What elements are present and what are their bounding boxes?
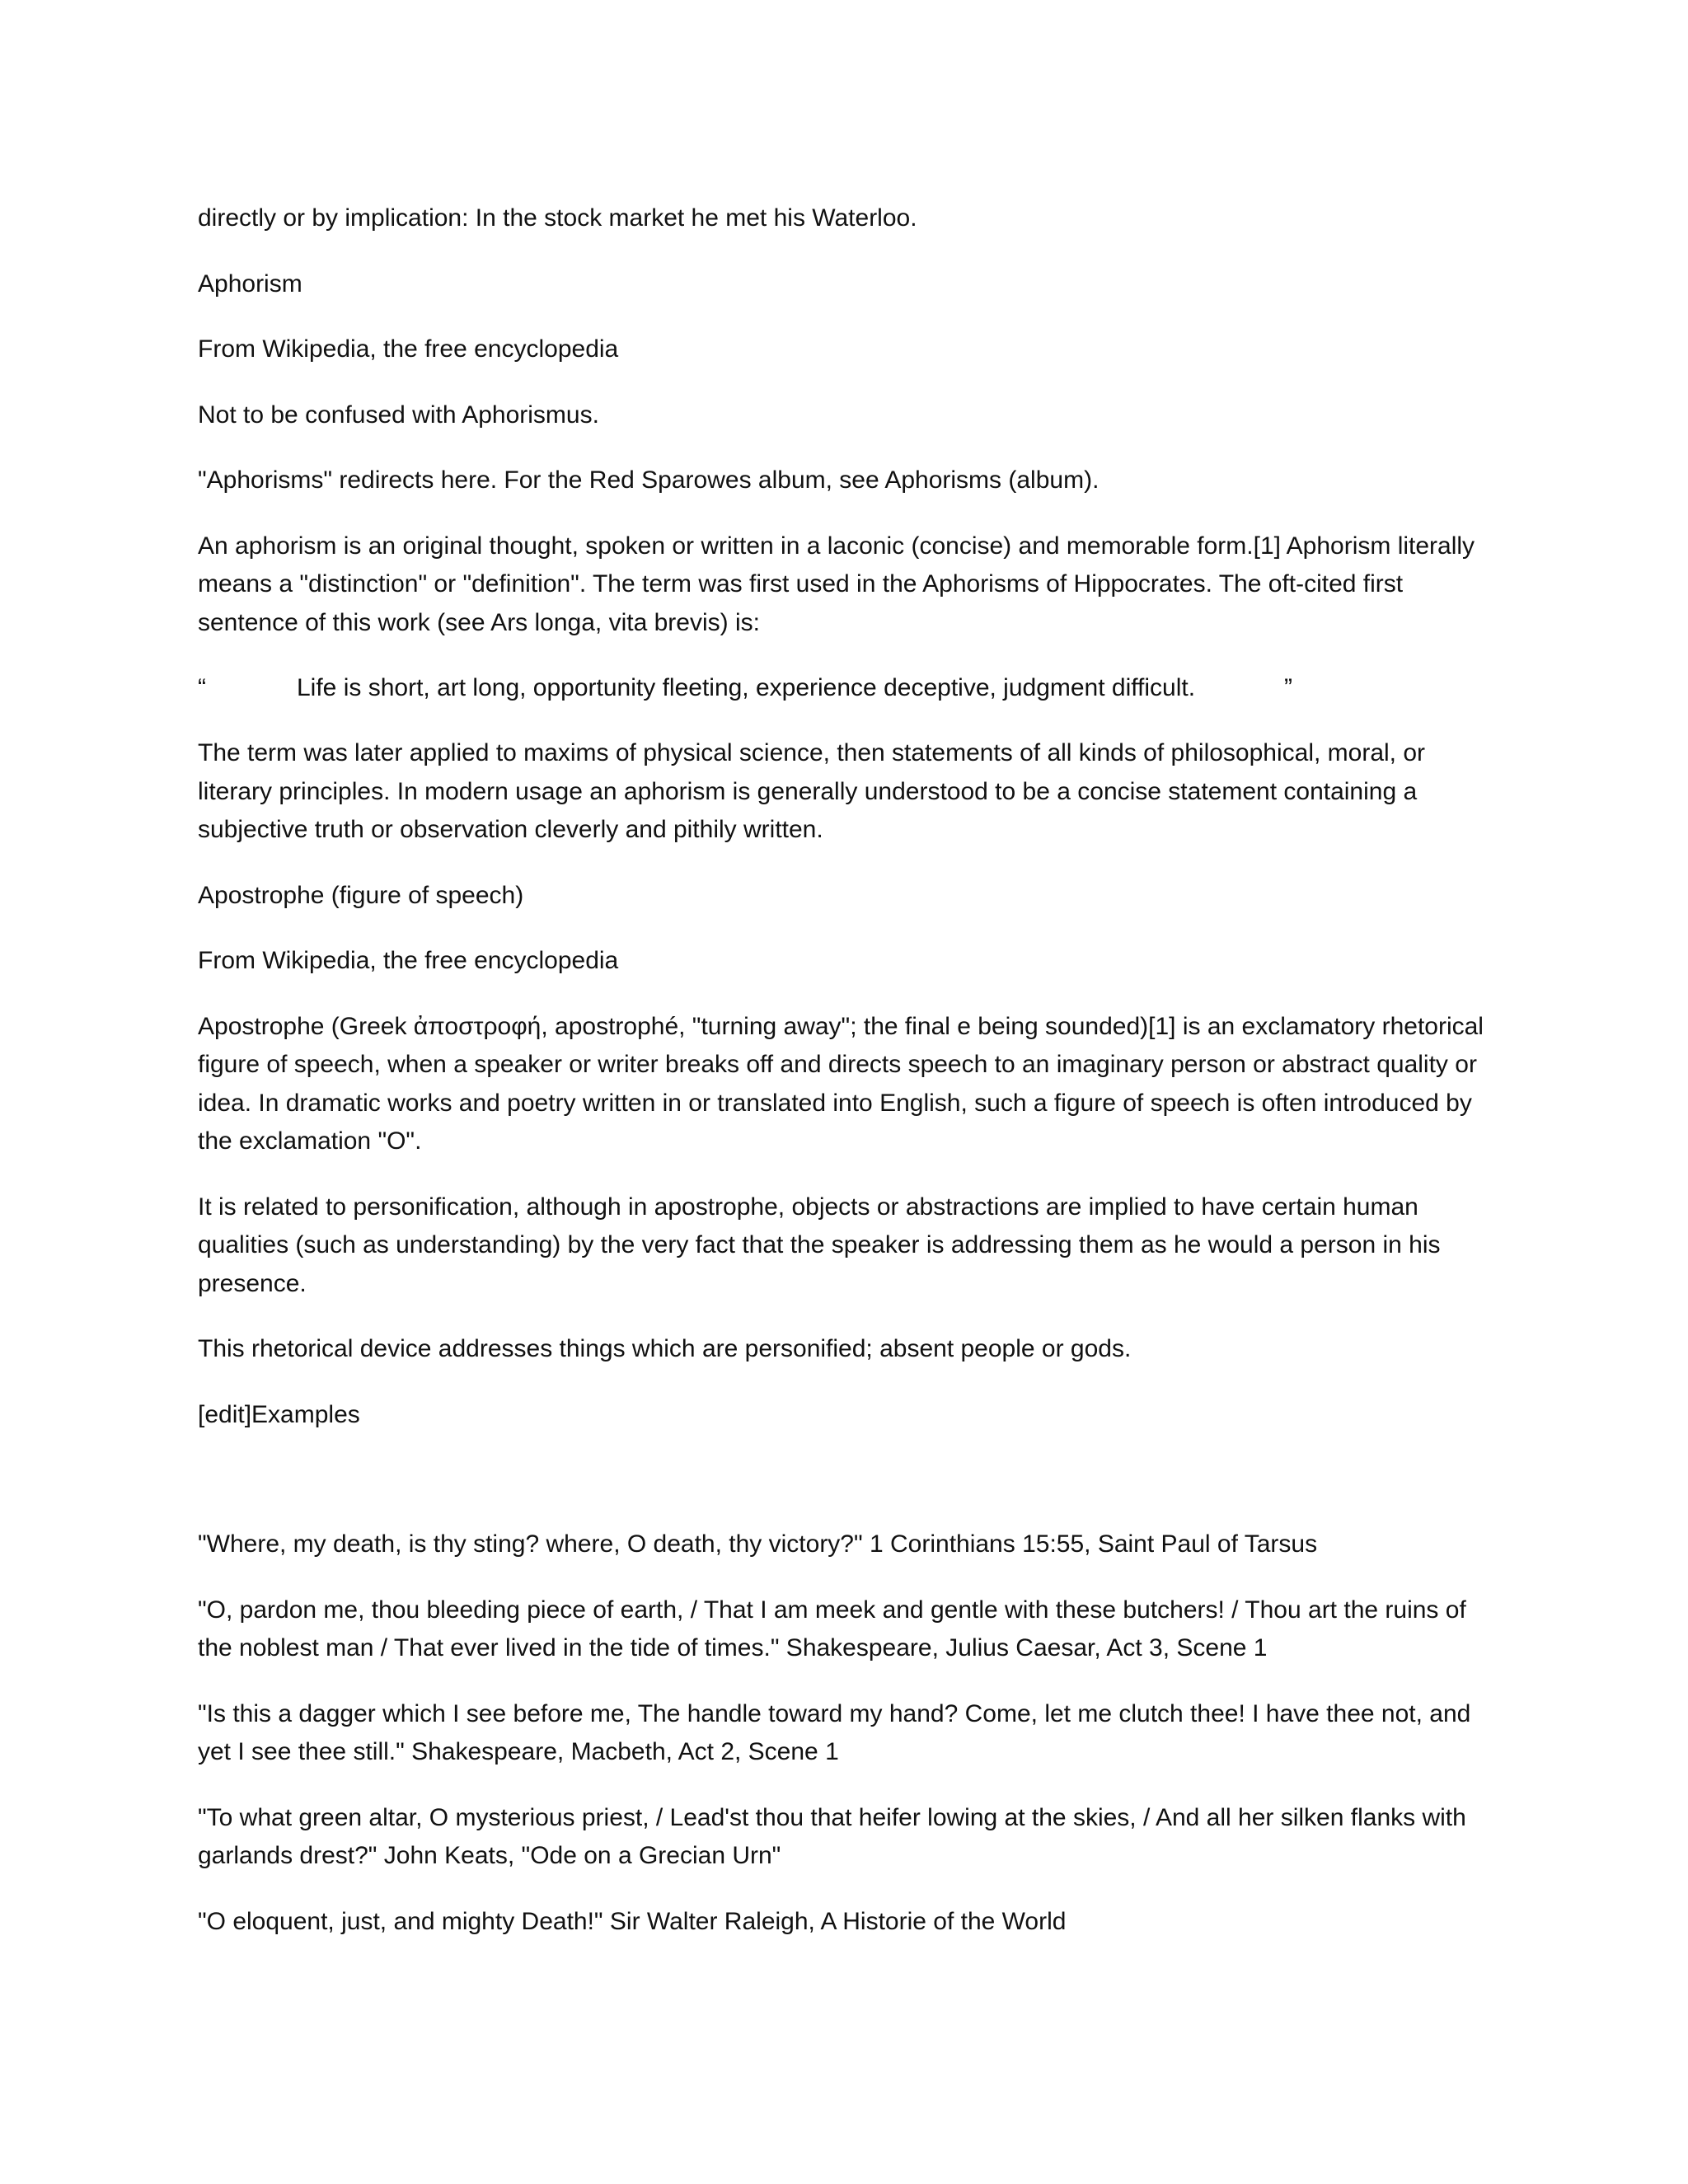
paragraph-aphorism-usage: The term was later applied to maxims of physical science, then statements of all kinds of philosophical, moral, or literary principles. In modern usage an aphorism is generally understood to be a concise statement containing a subjective truth or observation cleverly and pithily written.	[198, 739, 1426, 843]
redirect-note: "Aphorisms" redirects here. For the Red Sparowes album, see Aphorisms (album).	[198, 466, 1100, 494]
blank-space	[198, 1461, 1490, 1526]
paragraph-apostrophe-definition: Apostrophe (Greek ἀποστροφή, apostrophé, "turning away"; the final e being sounded)[1] is an exclamatory rhetorical figure of speech, when a speaker or writer breaks off and directs speech to an imaginary person or abstract quality or idea. In dramatic works and poetry written in or translated into English, such a figure of speech is often introduced by the exclamation "O".	[198, 1012, 1484, 1155]
open-quote-mark: “	[198, 674, 206, 701]
paragraph-rhetorical-device: This rhetorical device addresses things which are personified; absent people or gods.	[198, 1335, 1132, 1362]
block-quote	[198, 669, 1490, 707]
heading-examples: [edit]Examples	[198, 1400, 360, 1428]
paragraph-waterloo: directly or by implication: In the stock market he met his Waterloo.	[198, 204, 917, 232]
close-quote-mark: ”	[1284, 674, 1292, 701]
paragraph-personification: It is related to personification, although in apostrophe, objects or abstractions are implied to have certain human qualities (such as understanding) by the very fact that the speaker is addressing them as he would a person in his presence.	[198, 1193, 1441, 1297]
paragraph-aphorism-definition: An aphorism is an original thought, spoken or written in a laconic (concise) and memorable form.[1] Aphorism literally means a "distinction" or "definition". The term was first used in the Aphorisms of Hippocrates. The oft-cited first sentence of this work (see Ars longa, vita brevis) is:	[198, 532, 1475, 636]
example-item: "O eloquent, just, and mighty Death!" Sir Walter Raleigh, A Historie of the World	[198, 1907, 1067, 1935]
source-line: From Wikipedia, the free encyclopedia	[198, 947, 619, 974]
heading-apostrophe: Apostrophe (figure of speech)	[198, 881, 524, 909]
example-item: "Where, my death, is thy sting? where, O death, thy victory?" 1 Corinthians 15:55, Saint Paul of Tarsus	[198, 1530, 1318, 1558]
example-item: "O, pardon me, thou bleeding piece of earth, / That I am meek and gentle with these butchers! / Thou art the ruins of the noblest man / That ever lived in the tide of times." Shakespeare, Julius Caesar, Act 3, Scene 1	[198, 1596, 1466, 1661]
example-item: "To what green altar, O mysterious priest, / Lead'st thou that heifer lowing at the skies, / And all her silken flanks with garlands drest?" John Keats, "Ode on a Grecian Urn"	[198, 1803, 1466, 1869]
quote-text: Life is short, art long, opportunity fleeting, experience deceptive, judgment difficult.	[297, 674, 1196, 701]
disambiguation-note: Not to be confused with Aphorismus.	[198, 401, 599, 429]
document-page	[198, 199, 1490, 1968]
heading-aphorism: Aphorism	[198, 269, 302, 298]
source-line: From Wikipedia, the free encyclopedia	[198, 335, 619, 363]
example-item: "Is this a dagger which I see before me, The handle toward my hand? Come, let me clutch thee! I have thee not, and yet I see thee still." Shakespeare, Macbeth, Act 2, Scene 1	[198, 1699, 1471, 1765]
